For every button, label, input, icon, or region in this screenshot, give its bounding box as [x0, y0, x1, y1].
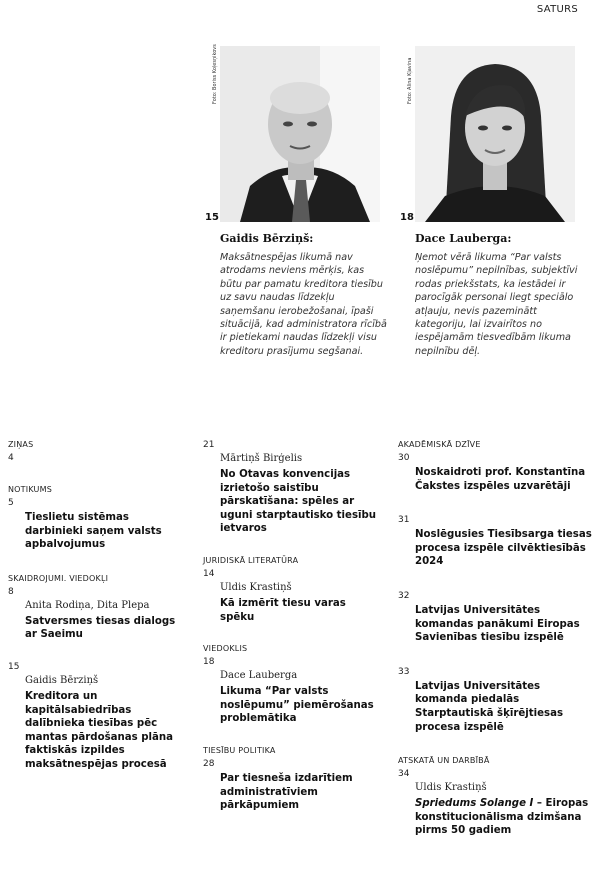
toc-page-number: 28 [203, 758, 215, 769]
toc-page-number: 18 [203, 657, 215, 668]
section-header-label: SATURS [536, 4, 578, 15]
toc-article-title[interactable] [415, 797, 593, 838]
toc-page-number: 31 [398, 515, 410, 526]
toc-entry[interactable] [8, 485, 188, 552]
toc-article-title[interactable]: Kā izmērīt tiesu varas spēku [220, 597, 346, 623]
toc-section-label: VIEDOKLIS [203, 644, 248, 654]
toc-article-title-rest: – Eiropas konstitucionālisma dzimšana pirms 50 gadiem [415, 798, 589, 837]
toc-page-number: 5 [8, 498, 14, 508]
toc-entry[interactable] [203, 556, 383, 624]
toc-author: Mārtiņš Birģelis [220, 453, 303, 464]
featured-quote-2: Ņemot vērā likuma “Par valsts noslēpumu” nepilnības, subjektīvi rodas priekšstats, ka iestādei ir parocīgāk personai liegt speciālo atļauju, nevis pazeminātt kategoriju, lai izvairītos no iespējamām tiesvedībām likuma nepilnību dēļ. [415, 252, 578, 357]
toc-section-label: AKADĒMISKĀ DZĪVE [398, 440, 481, 449]
toc-page-number: 15 [8, 661, 20, 672]
featured-author-name-1: Gaidis Bērziņš: [220, 232, 314, 245]
toc-page-number: 14 [203, 568, 215, 579]
toc-page-number: 34 [398, 769, 410, 780]
toc-author: Uldis Krastiņš [415, 782, 487, 794]
portrait-man-image [220, 46, 380, 222]
toc-section-label: ZIŅAS [8, 440, 34, 449]
featured-page-number-1: 15 [205, 212, 219, 223]
toc-page-number: 4 [8, 453, 14, 463]
toc-page-number: 8 [8, 586, 14, 597]
toc-entry [8, 440, 188, 463]
featured-page-number-2: 18 [400, 212, 414, 223]
toc-entry[interactable] [398, 591, 593, 645]
photo-credit-2: Foto: Alina Kļavina [407, 57, 413, 104]
featured-author-name-2: Dace Lauberga: [415, 232, 512, 245]
photo-credit-1: Foto: Boriss Koļesņikovs [212, 44, 218, 104]
toc-section-label: ATSKATĀ UN DARBĪBĀ [398, 756, 490, 766]
toc-entry[interactable] [203, 746, 383, 813]
toc-entry[interactable] [398, 667, 593, 734]
toc-article-title[interactable]: Likuma “Par valsts noslēpumu” piemērošanas problemātika [220, 686, 374, 725]
toc-column-left [8, 440, 188, 786]
toc-section-label: NOTIKUMS [8, 485, 52, 494]
toc-column-right [398, 440, 593, 852]
toc-section-label: TIESĪBU POLITIKA [203, 745, 276, 755]
toc-entry[interactable] [8, 662, 188, 772]
toc-author: Dace Lauberga [220, 670, 298, 682]
toc-article-title[interactable]: Satversmes tiesas dialogs ar Saeimu [25, 615, 176, 641]
featured-quote-1: Maksātnespējas likumā nav atrodams neviens mērķis, kas būtu par pamatu kreditora tiesību uz savu naudas līdzekļu saņemšanu ierobežošanai, īpaši situācijā, kad administratora rīcībā ir pietiekami naudas līdzekļi visu kreditoru prasījumu segšanai. [220, 252, 387, 357]
toc-article-title[interactable]: Kreditora un kapitālsabiedrības dalībnieka tiesības pēc mantas pārdošanas plāna faktiskās izpildes maksātnespējas procesā [25, 690, 174, 770]
featured-photo-1 [220, 46, 380, 222]
toc-article-title[interactable]: Latvijas Universitātes komanda piedalās Starptautiskā šķīrējtiesas procesa izspēlē [415, 680, 564, 733]
toc-section-label: SKAIDROJUMI. VIEDOKĻI [8, 573, 109, 583]
toc-article-title[interactable]: Noskaidroti prof. Konstantīna Čakstes izspēles uzvarētāji [415, 467, 586, 492]
toc-author: Gaidis Bērziņš [25, 674, 99, 686]
toc-article-title[interactable]: Noslēgusies Tiesībsarga tiesas procesa izspēle cilvēktiesībās 2024 [415, 529, 592, 568]
toc-article-title[interactable]: No Otavas konvencijas izrietošo saistību pārskatīšana: spēles ar uguni starptautisko tiesību ietvaros [220, 469, 377, 535]
toc-entry[interactable] [203, 644, 383, 726]
toc-author: Anita Rodiņa, Dita Plepa [25, 599, 150, 611]
toc-entry[interactable] [8, 574, 188, 642]
toc-page-number: 32 [398, 590, 410, 601]
toc-section-label: JURIDISKĀ LITERATŪRA [203, 555, 299, 565]
toc-article-title-italic: Spriedums Solange I [415, 798, 534, 810]
toc-article-title[interactable]: Latvijas Universitātes komandas panākumi Eiropas Savienības tiesību izspēlē [415, 604, 580, 644]
toc-article-title[interactable]: Par tiesneša izdarītiem administratīviem pārkāpumiem [220, 772, 353, 812]
toc-article-title[interactable]: Tieslietu sistēmas darbinieki saņem valsts apbalvojumus [25, 512, 162, 551]
toc-page-number: 21 [203, 440, 215, 450]
toc-column-middle [203, 440, 383, 827]
toc-entry[interactable] [203, 440, 383, 536]
featured-photo-2 [415, 46, 575, 222]
toc-entry[interactable] [398, 756, 593, 838]
toc-author: Uldis Krastiņš [220, 581, 292, 593]
toc-page-number: 30 [398, 453, 410, 463]
portrait-woman-image [415, 46, 575, 222]
toc-entry[interactable] [398, 440, 593, 493]
toc-entry[interactable] [398, 515, 593, 569]
toc-page-number: 33 [398, 666, 410, 677]
